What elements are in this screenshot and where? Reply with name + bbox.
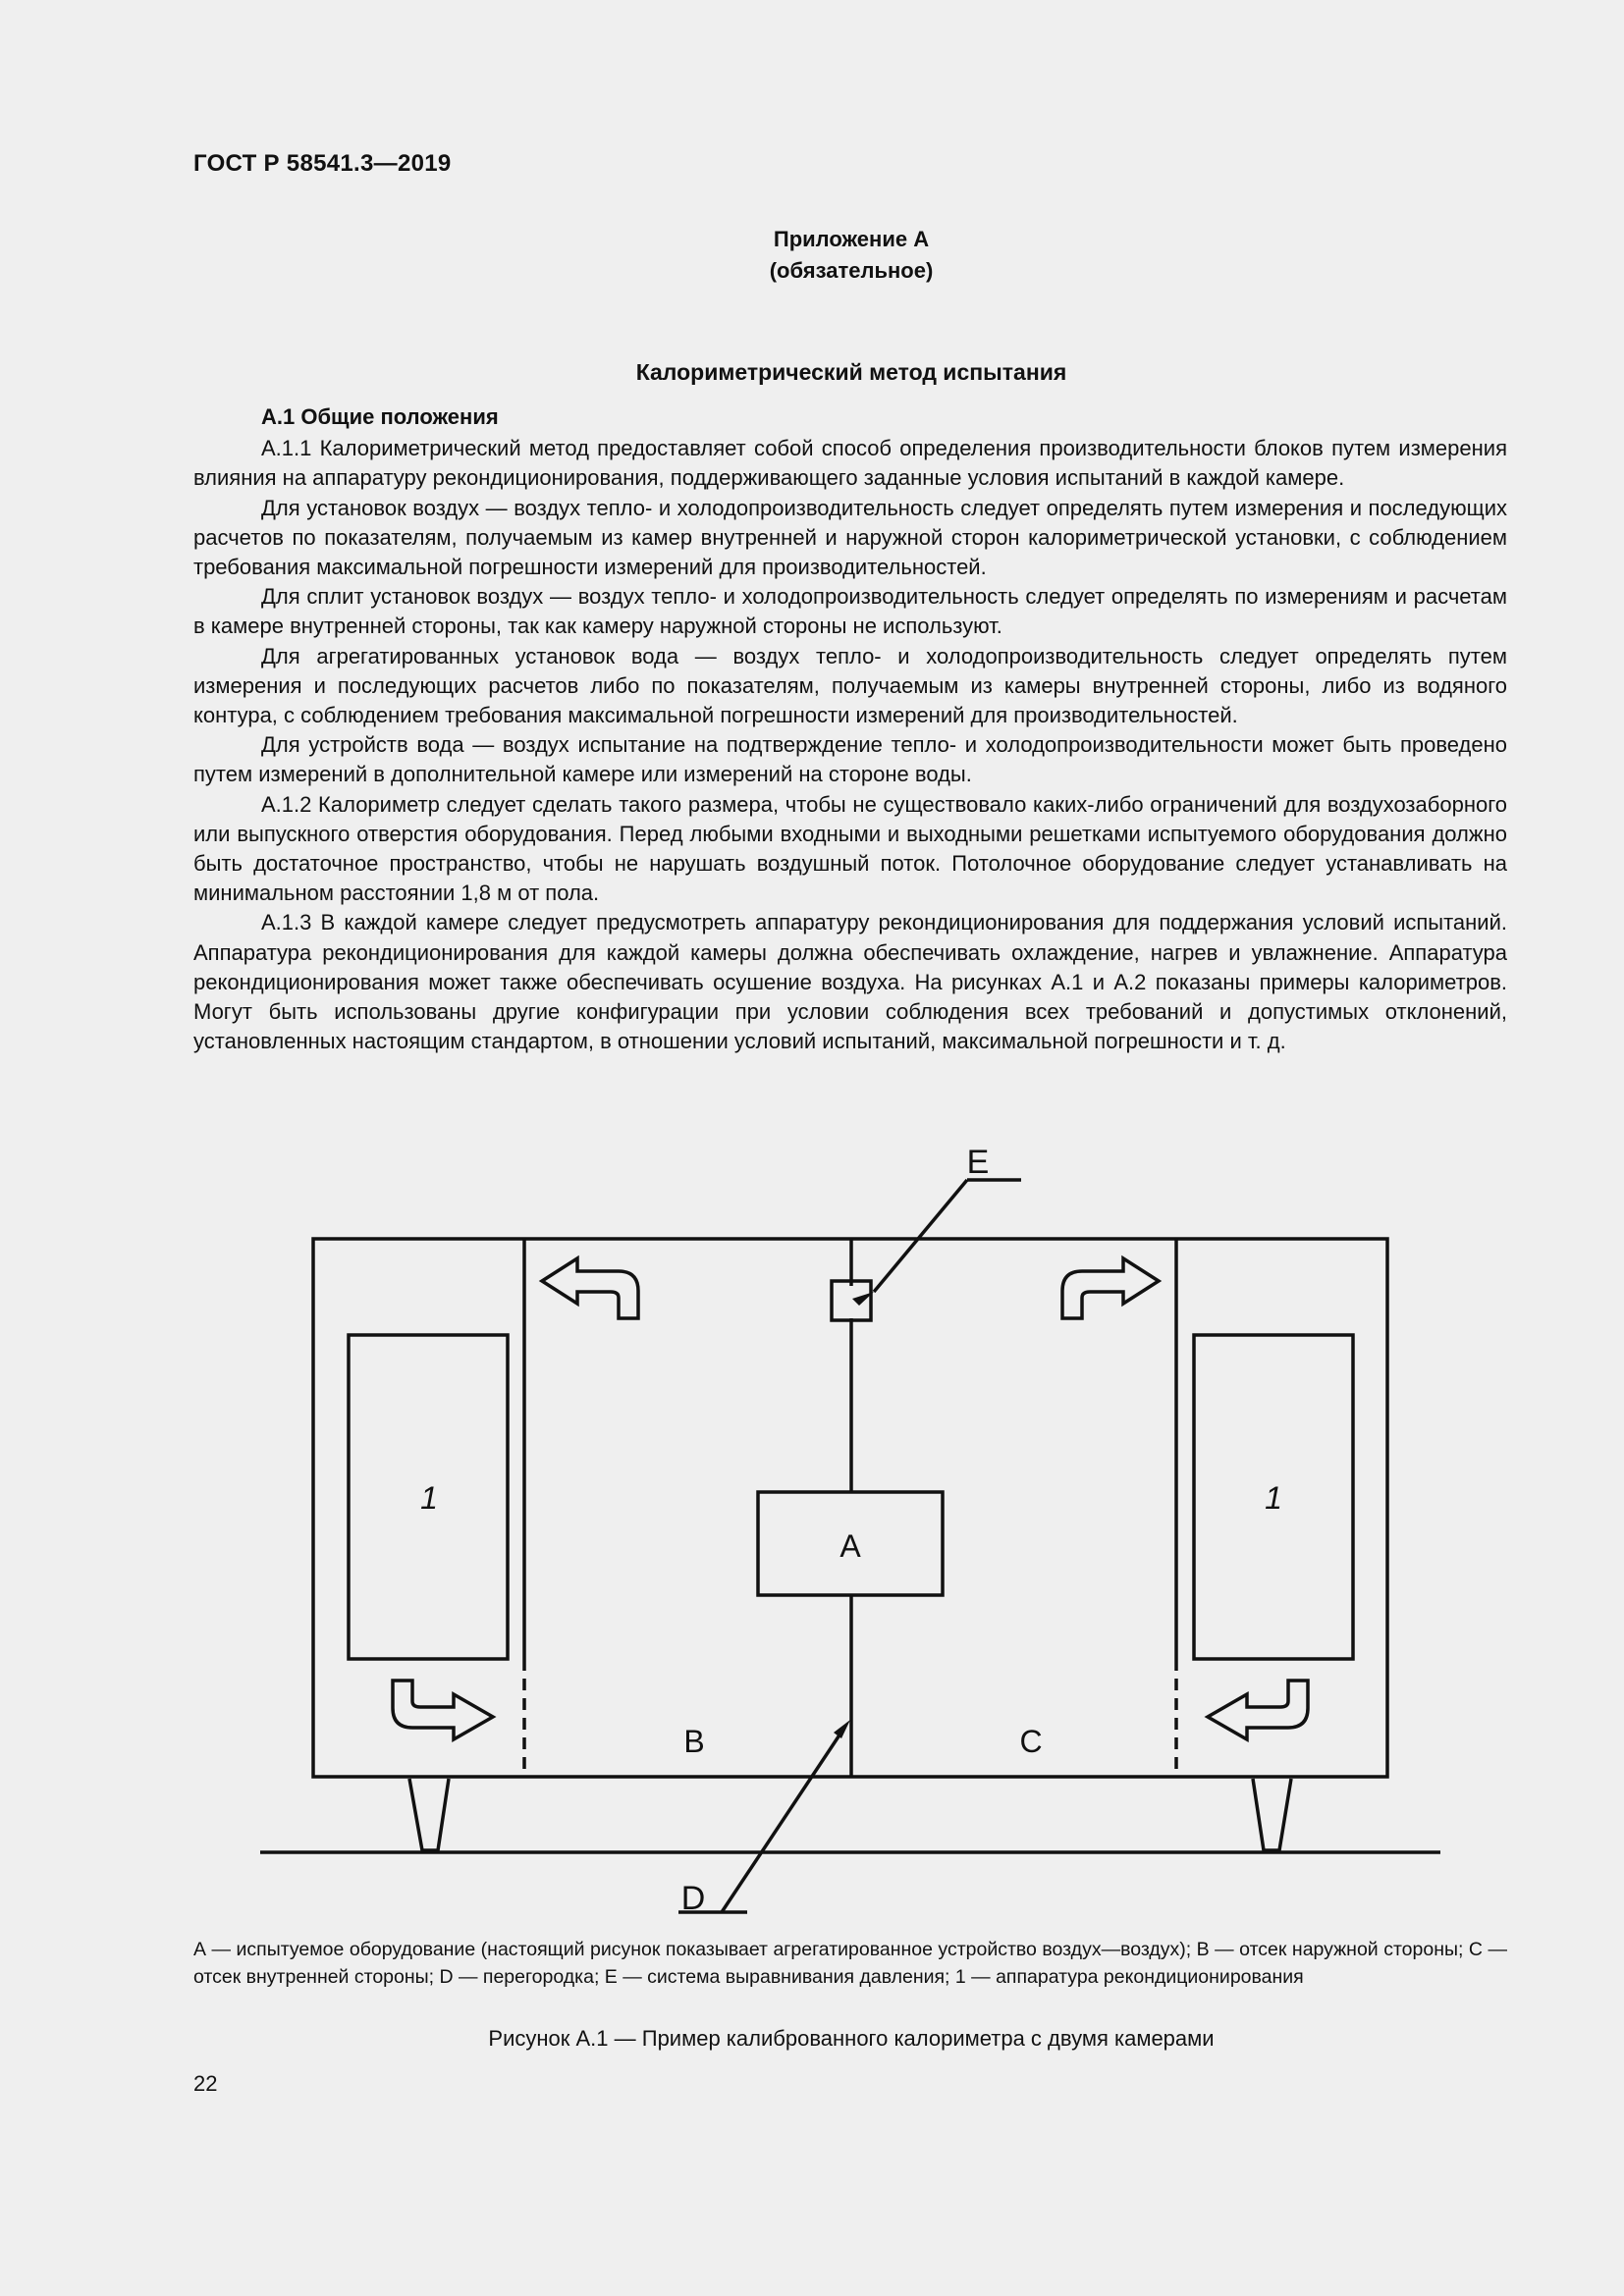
label-b: B: [683, 1724, 705, 1759]
figure-caption: Рисунок А.1 — Пример калиброванного калориметра с двумя камерами: [488, 2026, 1215, 2051]
subsection-heading: А.1 Общие положения: [261, 404, 499, 429]
appendix-status: (обязательное): [769, 258, 934, 283]
document-id: ГОСТ Р 58541.3—2019: [193, 150, 452, 177]
paragraph: Для агрегатированных установок вода — воздух тепло- и холодопроизводительность следует определять путем измерения и последующих расчетов либо по показателям, получаемым из камеры внутренней стороны, либо из водяного контура, с соблюдением требования максимальной погрешности измерений для производительностей.: [193, 643, 1507, 728]
airflow-arrow-bottom-right: [1208, 1681, 1308, 1739]
pressure-equalization-box: [832, 1281, 871, 1320]
paragraph: А.1.3 В каждой камере следует предусмотреть аппаратуру рекондиционирования для поддержания условий испытаний. Аппаратура рекондиционирования для каждой камеры должна обеспечивать охлаждение, нагрев и увлажнение. Аппаратура рекондиционирования может также обеспечивать осушение воздуха. На рисунках А.1 и А.2 показаны примеры калориметров. Могут быть использованы другие конфигурации при условии соблюдения всех требований и допустимых отклонений, установленных настоящим стандартом, в отношении условий испытаний, максимальной погрешности и т. д.: [193, 910, 1507, 1054]
label-unit-left: 1: [420, 1480, 438, 1516]
airflow-arrow-top-right: [1062, 1258, 1159, 1318]
leader-e: [874, 1180, 967, 1292]
leader-d: [722, 1728, 844, 1912]
leader-d-arrowhead: [834, 1720, 850, 1738]
label-unit-right: 1: [1265, 1480, 1282, 1516]
page-number: 22: [193, 2071, 218, 2096]
label-e: E: [966, 1144, 990, 1181]
paragraph: Для сплит установок воздух — воздух тепло- и холодопроизводительность следует определять по измерениям и расчетам в камере внутренней стороны, так как камеру наружной стороны не используют.: [193, 584, 1507, 639]
airflow-arrow-top-left: [542, 1258, 638, 1318]
paragraph: А.1.1 Калориметрический метод предоставляет собой способ определения производительности блоков путем измерения влияния на аппаратуру рекондиционирования, поддерживающего заданные условия испытаний в каждой камере.: [193, 436, 1507, 491]
label-c: C: [1019, 1724, 1043, 1759]
section-title: Калориметрический метод испытания: [635, 359, 1067, 385]
paragraph: А.1.2 Калориметр следует сделать такого размера, чтобы не существовало каких-либо ограничений для воздухозаборного или выпускного отверстия оборудования. Перед любыми входными и выходными решетками испытуемого оборудования должно быть достаточное пространство, чтобы не нарушать воздушный поток. Потолочное оборудование следует устанавливать на минимальном расстоянии 1,8 м от пола.: [193, 791, 1507, 906]
paragraph: Для устройств вода — воздух испытание на подтверждение тепло- и холодопроизводительности может быть проведено путем измерений в дополнительной камере или измерений на стороне воды.: [193, 732, 1507, 787]
figure-legend: А — испытуемое оборудование (настоящий рисунок показывает агрегатированное устройство воздух—воздух); В — отсек наружной стороны; С — отсек внутренней стороны; D — перегородка; Е — система выравнивания давления; 1 — аппаратура рекондиционирования: [193, 1939, 1507, 1988]
paragraph: Для установок воздух — воздух тепло- и холодопроизводительность следует определять путем измерения и последующих расчетов по показателям, получаемым из камер внутренней и наружной сторон калориметрической установки, с соблюдением требования максимальной погрешности измерений для производительностей.: [193, 495, 1507, 580]
appendix-title: Приложение А: [773, 227, 930, 251]
leg-right: [1253, 1779, 1291, 1850]
airflow-arrow-bottom-left: [393, 1681, 493, 1739]
leg-left: [409, 1779, 449, 1850]
label-a: A: [839, 1528, 861, 1564]
label-d: D: [680, 1880, 706, 1917]
